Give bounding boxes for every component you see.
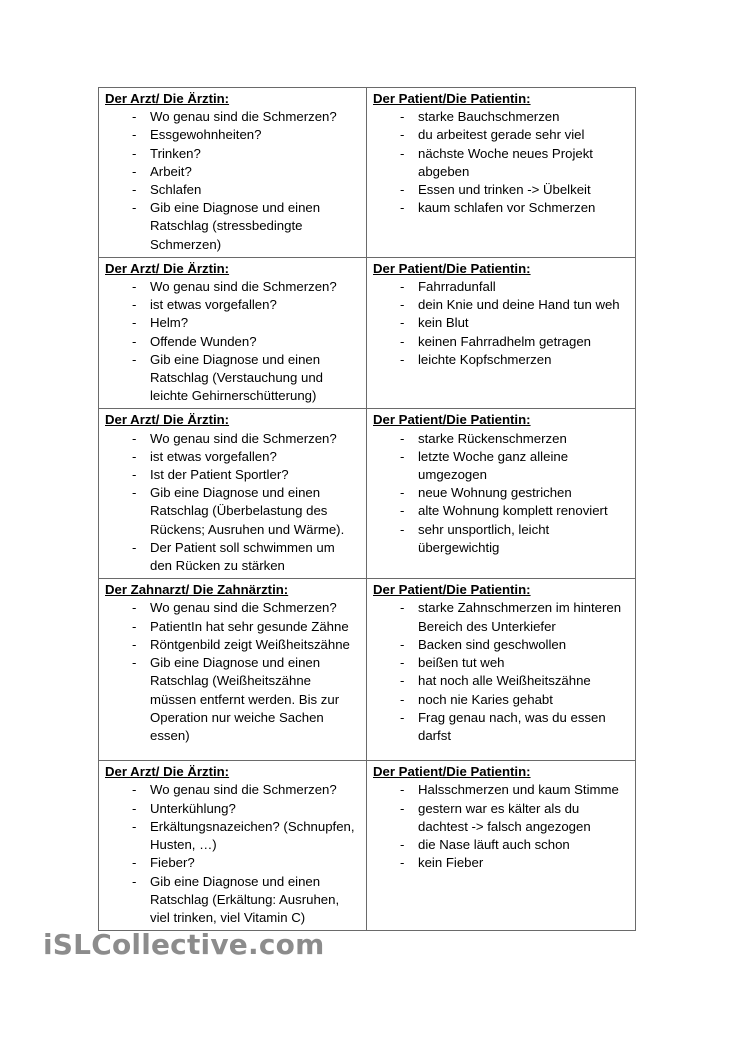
list-item: - gestern war es kälter als du dachtest -> falsch angezogen bbox=[373, 800, 629, 836]
doctor-card bbox=[99, 409, 367, 579]
card-item-list bbox=[373, 278, 629, 369]
card-row bbox=[99, 88, 636, 258]
list-item: - Schlafen bbox=[105, 181, 360, 199]
card-row bbox=[99, 579, 636, 761]
card-item-list bbox=[105, 108, 360, 254]
doctor-card bbox=[99, 761, 367, 931]
list-item: - Gib eine Diagnose und einen Ratschlag (Verstauchung und leichte Gehirnerschütterung) bbox=[105, 351, 360, 406]
list-item: - Röntgenbild zeigt Weißheitszähne bbox=[105, 636, 360, 654]
list-item: - starke Bauchschmerzen bbox=[373, 108, 629, 126]
patient-card bbox=[367, 88, 636, 258]
doctor-heading: Der Zahnarzt/ Die Zahnärztin: bbox=[105, 582, 289, 598]
list-item: - ist etwas vorgefallen? bbox=[105, 296, 360, 314]
list-item: - Gib eine Diagnose und einen Ratschlag (stressbedingte Schmerzen) bbox=[105, 199, 360, 254]
list-item: - Trinken? bbox=[105, 145, 360, 163]
list-item: - Offende Wunden? bbox=[105, 333, 360, 351]
list-item: - hat noch alle Weißheitszähne bbox=[373, 672, 629, 690]
card-item-list bbox=[105, 599, 360, 745]
list-item: - alte Wohnung komplett renoviert bbox=[373, 502, 629, 520]
card-item-list bbox=[105, 278, 360, 405]
list-item: - Fahrradunfall bbox=[373, 278, 629, 296]
doctor-heading: Der Arzt/ Die Ärztin: bbox=[105, 764, 230, 780]
list-item: - Wo genau sind die Schmerzen? bbox=[105, 599, 360, 617]
card-row bbox=[99, 257, 636, 409]
list-item: - PatientIn hat sehr gesunde Zähne bbox=[105, 618, 360, 636]
list-item: - Der Patient soll schwimmen um den Rücken zu stärken bbox=[105, 539, 360, 575]
list-item: - noch nie Karies gehabt bbox=[373, 691, 629, 709]
card-item-list bbox=[373, 599, 629, 745]
list-item: - neue Wohnung gestrichen bbox=[373, 484, 629, 502]
patient-card bbox=[367, 409, 636, 579]
list-item: - letzte Woche ganz alleine umgezogen bbox=[373, 448, 629, 484]
list-item: - starke Rückenschmerzen bbox=[373, 430, 629, 448]
site-watermark: iSLCollective.com bbox=[43, 928, 325, 961]
list-item: - Backen sind geschwollen bbox=[373, 636, 629, 654]
patient-heading: Der Patient/Die Patientin: bbox=[373, 764, 531, 780]
doctor-heading: Der Arzt/ Die Ärztin: bbox=[105, 412, 230, 428]
list-item: - Wo genau sind die Schmerzen? bbox=[105, 278, 360, 296]
list-item: - leichte Kopfschmerzen bbox=[373, 351, 629, 369]
list-item: - Erkältungsnazeichen? (Schnupfen, Husten, …) bbox=[105, 818, 360, 854]
doctor-heading: Der Arzt/ Die Ärztin: bbox=[105, 260, 230, 276]
patient-heading: Der Patient/Die Patientin: bbox=[373, 260, 531, 276]
list-item: - du arbeitest gerade sehr viel bbox=[373, 126, 629, 144]
list-item: - kein Blut bbox=[373, 314, 629, 332]
card-item-list bbox=[105, 781, 360, 927]
card-item-list bbox=[373, 108, 629, 217]
list-item: - ist etwas vorgefallen? bbox=[105, 448, 360, 466]
list-item: - beißen tut weh bbox=[373, 654, 629, 672]
list-item: - Fieber? bbox=[105, 854, 360, 872]
list-item: - kein Fieber bbox=[373, 854, 629, 872]
list-item: - Gib eine Diagnose und einen Ratschlag (Weißheitszähne müssen entfernt werden. Bis zur Operation nur weiche Sachen essen) bbox=[105, 654, 360, 745]
card-item-list bbox=[105, 430, 360, 576]
list-item: - nächste Woche neues Projekt abgeben bbox=[373, 145, 629, 181]
card-row bbox=[99, 409, 636, 579]
list-item: - Essen und trinken -> Übelkeit bbox=[373, 181, 629, 199]
list-item: - Halsschmerzen und kaum Stimme bbox=[373, 781, 629, 799]
list-item: - Ist der Patient Sportler? bbox=[105, 466, 360, 484]
list-item: - die Nase läuft auch schon bbox=[373, 836, 629, 854]
list-item: - Unterkühlung? bbox=[105, 800, 360, 818]
list-item: - Wo genau sind die Schmerzen? bbox=[105, 430, 360, 448]
card-row bbox=[99, 761, 636, 931]
card-item-list bbox=[373, 781, 629, 872]
list-item: - Gib eine Diagnose und einen Ratschlag (Erkältung: Ausruhen, viel trinken, viel Vitamin C) bbox=[105, 873, 360, 928]
patient-heading: Der Patient/Die Patientin: bbox=[373, 582, 531, 598]
list-item: - Arbeit? bbox=[105, 163, 360, 181]
list-item: - sehr unsportlich, leicht übergewichtig bbox=[373, 521, 629, 557]
list-item: - kaum schlafen vor Schmerzen bbox=[373, 199, 629, 217]
list-item: - Frag genau nach, was du essen darfst bbox=[373, 709, 629, 745]
list-item: - starke Zahnschmerzen im hinteren Bereich des Unterkiefer bbox=[373, 599, 629, 635]
patient-heading: Der Patient/Die Patientin: bbox=[373, 91, 531, 106]
doctor-card bbox=[99, 88, 367, 258]
list-item: - Essgewohnheiten? bbox=[105, 126, 360, 144]
doctor-card bbox=[99, 579, 367, 761]
patient-card bbox=[367, 257, 636, 409]
roleplay-table bbox=[98, 87, 636, 931]
doctor-card bbox=[99, 257, 367, 409]
patient-card bbox=[367, 579, 636, 761]
list-item: - Gib eine Diagnose und einen Ratschlag (Überbelastung des Rückens; Ausruhen und Wärme). bbox=[105, 484, 360, 539]
doctor-heading: Der Arzt/ Die Ärztin: bbox=[105, 91, 230, 106]
list-item: - dein Knie und deine Hand tun weh bbox=[373, 296, 629, 314]
card-item-list bbox=[373, 430, 629, 557]
list-item: - keinen Fahrradhelm getragen bbox=[373, 333, 629, 351]
list-item: - Wo genau sind die Schmerzen? bbox=[105, 781, 360, 799]
patient-card bbox=[367, 761, 636, 931]
list-item: - Helm? bbox=[105, 314, 360, 332]
list-item: - Wo genau sind die Schmerzen? bbox=[105, 108, 360, 126]
patient-heading: Der Patient/Die Patientin: bbox=[373, 412, 531, 428]
